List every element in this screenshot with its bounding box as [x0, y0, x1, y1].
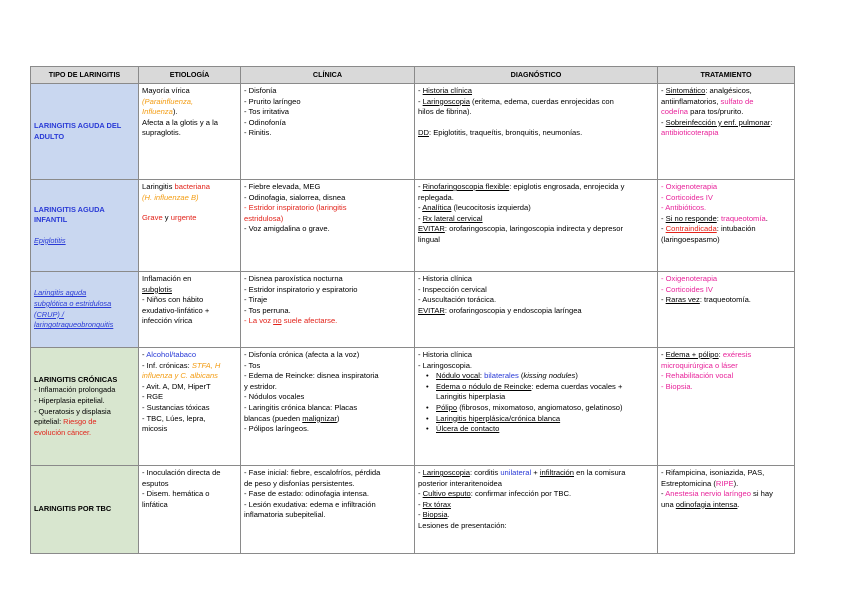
cell-line: micosis	[142, 424, 168, 434]
cell-line	[418, 500, 654, 511]
cell-line: esputos	[142, 478, 169, 488]
cell-line	[661, 107, 791, 118]
text-run: Anestesia nervio laríngeo	[665, 489, 751, 499]
row-aguda-adulto	[31, 84, 795, 180]
text-run: kissing nodules	[523, 371, 576, 381]
text-run: -	[418, 468, 423, 477]
type-cell	[31, 348, 139, 466]
text-run: exéresis	[722, 350, 752, 359]
text-run: -	[661, 489, 666, 499]
text-run: Edema o nódulo de Reincke	[436, 381, 532, 391]
text-run: Pólipo	[436, 402, 458, 412]
text-run: Rx lateral cervical	[422, 213, 483, 223]
cell-line: - Rinitis.	[244, 128, 272, 138]
text-run: Estreptomicina (	[661, 478, 716, 488]
cell-line	[142, 107, 237, 118]
cell-line: - Historia clínica	[418, 350, 473, 359]
header-etiologia: ETIOLOGÍA	[139, 67, 241, 84]
text-run: EVITAR	[418, 305, 445, 315]
cell-line: una odinofagia intensa.	[661, 499, 740, 509]
cell-line: supraglotis.	[142, 128, 181, 138]
cell-line: subglotis	[142, 284, 172, 294]
cell-line	[142, 361, 237, 372]
cell-line: microquirúrgica o láser	[661, 360, 738, 370]
type-cell	[31, 272, 139, 348]
text-run: ).	[733, 478, 739, 488]
type-label: LARINGITIS CRÓNICAS	[34, 374, 118, 384]
cell-line: - Inspección cervical	[418, 284, 487, 294]
text-run: Alcohol/tabaco	[146, 350, 197, 359]
text-run: blancas (pueden	[244, 413, 303, 423]
cell-line	[142, 350, 237, 361]
cell-line: - TBC, Lúes, lepra,	[142, 413, 206, 423]
text-run: -	[661, 350, 666, 359]
cell-line: - Tos perruna.	[244, 305, 291, 315]
text-run: traqueotomía	[720, 213, 766, 223]
text-run: STFA, H	[191, 360, 221, 370]
text-run: Grave	[142, 213, 163, 223]
cell-line: (H. influenzae B)	[142, 192, 199, 202]
text-run: Sobreinfección y enf. pulmonar	[665, 117, 771, 127]
clinica-cell	[241, 348, 415, 466]
cell-line	[142, 182, 237, 193]
text-run: urgente	[170, 213, 197, 223]
text-run: ).	[172, 107, 178, 117]
text-run: -	[142, 350, 147, 359]
type-label: Laringitis aguda	[34, 288, 87, 298]
list-item	[418, 382, 654, 393]
cell-line: - Tiraje	[244, 295, 268, 305]
type-cell	[31, 466, 139, 554]
text-run: una	[661, 499, 676, 509]
cell-line: - Odinofonía	[244, 117, 286, 127]
header-tratamiento: TRATAMIENTO	[658, 67, 795, 84]
text-run: -	[661, 224, 666, 234]
text-run: :	[716, 213, 721, 223]
cell-line: - Hiperplasia epitelial.	[34, 395, 105, 405]
text-run: RIPE	[715, 478, 734, 488]
text-run: : orofaringoscopia, laringoscopia indirecta y depresor	[444, 224, 624, 234]
text-run: : Epiglotitis, traqueítis, bronquitis, neumonías.	[428, 127, 583, 137]
cell-line: - Biopsia.	[661, 381, 693, 391]
row-cronicas	[31, 348, 795, 466]
cell-line: - Sustancias tóxicas	[142, 402, 210, 412]
cell-line: - Tos	[244, 360, 261, 370]
text-run: : corditis	[469, 468, 501, 477]
tratamiento-cell	[658, 84, 795, 180]
cell-line: - Queratosis y displasia	[34, 406, 111, 416]
cell-line: y estridor.	[244, 381, 277, 391]
cell-line: - Estridor inspiratorio y espiratorio	[244, 284, 358, 294]
type-cell	[31, 180, 139, 272]
etiologia-cell	[139, 348, 241, 466]
text-run: : intubación	[716, 224, 756, 234]
cell-line: antibioticoterapia	[661, 128, 719, 138]
text-run: en la comisura	[574, 468, 626, 477]
cell-line	[661, 350, 791, 361]
clinica-cell	[241, 466, 415, 554]
cell-line: (laringoespasmo)	[661, 234, 720, 244]
clinica-cell	[241, 272, 415, 348]
etiologia-cell	[139, 84, 241, 180]
type-label: LARINGITIS AGUDA	[34, 204, 105, 214]
cell-line: - Voz amigdalina o grave.	[244, 224, 330, 234]
laryngitis-table	[30, 66, 795, 554]
etiologia-cell	[139, 466, 241, 554]
diagnostico-cell	[415, 272, 658, 348]
cell-line: - Tos irritativa	[244, 107, 290, 117]
cell-line: replegada.	[418, 192, 454, 202]
text-run: -	[661, 117, 666, 127]
diagnostico-cell	[415, 348, 658, 466]
text-run: +	[531, 468, 540, 477]
text-run: Biopsia	[422, 510, 448, 520]
text-run: -	[418, 499, 423, 509]
cell-line: - Oxigenoterapia	[661, 274, 718, 283]
text-run: malignizar	[302, 413, 337, 423]
type-cell	[31, 84, 139, 180]
text-run: Raras vez	[665, 295, 700, 305]
list-item	[418, 371, 654, 382]
text-run: Rinofaringoscopia flexible	[422, 182, 510, 191]
text-run: unilateral	[500, 468, 532, 477]
text-run: Laringitis	[142, 182, 175, 191]
cell-line: - Disem. hemática o	[142, 489, 210, 499]
type-label: INFANTIL	[34, 215, 68, 225]
cell-line: - Disnea paroxística nocturna	[244, 274, 343, 283]
cell-line: - Odinofagia, sialorrea, disnea	[244, 192, 346, 202]
cell-line: estridulosa)	[244, 213, 284, 223]
text-run: : edema cuerdas vocales +	[531, 381, 623, 391]
cell-line	[418, 86, 654, 97]
text-run: Edema + pólipo	[665, 350, 719, 359]
header-row	[31, 67, 795, 84]
spacer	[34, 226, 135, 236]
cell-line: - Pólipos laríngeos.	[244, 424, 310, 434]
text-run: epitelial:	[34, 417, 64, 427]
cell-line: inflamatoria subepitelial.	[244, 510, 326, 520]
cell-line	[661, 489, 791, 500]
header-diagnostico: DIAGNÓSTICO	[415, 67, 658, 84]
cell-line	[34, 417, 135, 428]
row-crup	[31, 272, 795, 348]
cell-line: - Nódulos vocales	[244, 392, 305, 402]
text-run: Historia clínica	[422, 86, 473, 95]
text-run: Cultivo esputo	[422, 489, 471, 499]
type-label: laringotraqueobronquitis	[34, 320, 114, 330]
text-run: Rx tórax	[422, 499, 451, 509]
cell-line: - Biopsia.	[418, 510, 450, 520]
text-run: Influenza	[142, 107, 173, 117]
text-run: infiltración	[539, 468, 574, 477]
tratamiento-cell	[658, 348, 795, 466]
header-tipo: TIPO DE LARINGITIS	[31, 67, 139, 84]
cell-line: - Estridor inspiratorio (laringitis	[244, 203, 347, 213]
cell-line	[661, 97, 791, 108]
diagnostico-cell	[415, 84, 658, 180]
text-run: Laringoscopia	[422, 96, 470, 106]
text-run: antiinflamatorios,	[661, 96, 721, 106]
text-run: : orofaringoscopia y endoscopia laríngea	[444, 305, 582, 315]
cell-line	[244, 316, 411, 327]
cell-line: - Disfonía crónica (afecta a la voz)	[244, 350, 360, 359]
tratamiento-cell	[658, 272, 795, 348]
cell-line: influenza y C. albicans	[142, 371, 218, 381]
text-run: y	[162, 213, 171, 223]
text-run: -	[661, 86, 666, 95]
text-run: odinofagia intensa	[675, 499, 738, 509]
cell-line: - Rehabilitación vocal	[661, 371, 734, 381]
cell-line: - Fase de estado: odinofagia intensa.	[244, 489, 369, 499]
cell-line: infección vírica	[142, 316, 193, 326]
diagnostico-cell	[415, 180, 658, 272]
text-run: : traqueotomía.	[699, 295, 751, 305]
text-run: (leucocitosis izquierda)	[451, 203, 531, 213]
clinica-cell	[241, 180, 415, 272]
cell-line: Afecta a la glotis y a la	[142, 117, 218, 127]
text-run: EVITAR	[418, 224, 445, 234]
cell-line: hilos de fibrina).	[418, 107, 472, 117]
cell-line: - Edema de Reincke: disnea inspiratoria	[244, 371, 379, 381]
cell-line: Inflamación en	[142, 274, 192, 283]
spacer	[142, 203, 237, 213]
cell-line	[418, 489, 654, 500]
cell-line: evolución cáncer.	[34, 427, 92, 437]
cell-line: - Fiebre elevada, MEG	[244, 182, 321, 191]
cell-line: linfática	[142, 499, 168, 509]
cell-line	[418, 203, 654, 214]
cell-line: - Rifampicina, isoniazida, PAS,	[661, 468, 765, 477]
text-run: suele afectarse.	[281, 316, 338, 326]
type-label: ADULTO	[34, 131, 65, 141]
text-run: (	[518, 371, 524, 381]
cell-line: - Lesión exudativa: edema e infiltración	[244, 499, 376, 509]
type-label: (CRUP) /	[34, 309, 64, 319]
text-run: -	[418, 510, 423, 520]
text-run: Laringoscopia	[422, 468, 470, 477]
text-run: bilaterales	[484, 371, 519, 381]
cell-line: - Oxigenoterapia	[661, 182, 718, 191]
list-item: • Úlcera de contacto	[418, 424, 654, 435]
text-run: Si no responde	[665, 213, 717, 223]
text-run: -	[661, 295, 666, 305]
cell-line: - Fase inicial: fiebre, escalofríos, pérdida	[244, 468, 381, 477]
cell-line: - Niños con hábito	[142, 295, 204, 305]
cell-line	[661, 224, 791, 235]
cell-line	[418, 128, 654, 139]
cell-line: Mayoría vírica	[142, 86, 190, 95]
text-run: Nódulo vocal	[436, 371, 480, 381]
cell-line	[418, 306, 654, 317]
text-run: :	[718, 350, 723, 359]
cell-line	[418, 214, 654, 225]
cell-line: Laringitis hiperplasia	[436, 392, 506, 402]
text-run: : epiglotis engrosada, enrojecida y	[509, 182, 625, 191]
cell-line	[244, 414, 411, 425]
cell-line: - Historia clínica	[418, 274, 473, 283]
cell-line: exudativo-linfático +	[142, 305, 210, 315]
text-run: sulfato de	[720, 96, 754, 106]
etiologia-cell	[139, 180, 241, 272]
type-sublabel: Epiglotitis	[34, 235, 66, 245]
tratamiento-cell	[658, 466, 795, 554]
text-run: -	[418, 489, 423, 499]
text-run: -	[418, 96, 423, 106]
cell-line: - Laringoscopia.	[418, 360, 473, 370]
cell-line: - Antibióticos.	[661, 203, 707, 213]
tratamiento-cell	[658, 180, 795, 272]
type-label: LARINGITIS AGUDA DEL	[34, 120, 122, 130]
text-run: bacteriana	[174, 182, 210, 191]
cell-line: (Parainfluenza,	[142, 96, 194, 106]
text-run: codeína	[661, 107, 689, 117]
cell-line: - Si no responde: traqueotomía.	[661, 213, 768, 223]
text-run: : confirmar infección por TBC.	[470, 489, 572, 499]
text-run: : analgésicos,	[705, 86, 752, 95]
cell-line: Lesiones de presentación:	[418, 520, 507, 530]
diagnostico-cell	[415, 466, 658, 554]
text-run: para tos/prurito.	[688, 107, 744, 117]
cell-line	[418, 224, 654, 235]
text-run: si hay	[750, 489, 773, 499]
text-run: -	[418, 213, 423, 223]
cell-line: - Disfonía	[244, 86, 277, 95]
text-run: no	[273, 316, 282, 326]
etiologia-cell	[139, 272, 241, 348]
cell-line	[661, 86, 791, 97]
text-run: -	[661, 213, 666, 223]
text-run: (fibrosos, mixomatoso, angiomatoso, gelatinoso)	[457, 402, 623, 412]
cell-line: - RGE	[142, 392, 164, 402]
cell-line: - Laringitis crónica blanca: Placas	[244, 402, 358, 412]
text-run: -	[418, 86, 423, 95]
text-run: (eritema, edema, cuerdas enrojecidas con	[469, 96, 614, 106]
cell-line: - Auscultación torácica.	[418, 295, 497, 305]
clinica-cell	[241, 84, 415, 180]
cell-line	[661, 295, 791, 306]
type-label: subglótica o estridulosa	[34, 298, 112, 308]
cell-line: - Avit. A, DM, HiperT	[142, 381, 211, 391]
cell-line: - Corticoides IV	[661, 192, 713, 202]
row-tbc	[31, 466, 795, 554]
text-run: -	[418, 182, 423, 191]
cell-line: de peso y disfonías persistentes.	[244, 478, 355, 488]
text-run: -	[418, 203, 423, 213]
text-run: )	[336, 413, 340, 423]
cell-line	[418, 97, 654, 108]
cell-line	[661, 479, 791, 490]
spacer	[418, 118, 654, 128]
cell-line: - Sobreinfección y enf. pulmonar:	[661, 117, 773, 127]
text-run: DD	[418, 127, 429, 137]
text-run: Analítica	[422, 203, 452, 213]
cell-line: lingual	[418, 234, 440, 244]
cell-line: - Inoculación directa de	[142, 468, 221, 477]
text-run: Sintomático	[665, 86, 706, 95]
text-run: - Inf. crónicas:	[142, 360, 192, 370]
text-run: )	[575, 371, 578, 381]
row-aguda-infantil	[31, 180, 795, 272]
text-run: Riesgo de	[63, 417, 97, 427]
cell-line	[418, 182, 654, 193]
cell-line: - Corticoides IV	[661, 284, 713, 294]
text-run: - La voz	[244, 316, 274, 326]
cell-line	[142, 213, 237, 224]
list-item	[418, 403, 654, 414]
list-item: • Laringitis hiperplásica/crónica blanca	[418, 414, 654, 425]
header-clinica: CLÍNICA	[241, 67, 415, 84]
text-run: Contraindicada	[665, 224, 717, 234]
cell-line: - Inflamación prolongada	[34, 385, 116, 395]
type-label: LARINGITIS POR TBC	[34, 504, 112, 514]
text-run: :	[479, 371, 485, 381]
cell-line	[418, 468, 654, 479]
cell-line: - Prurito laríngeo	[244, 96, 301, 106]
cell-line: posterior interaritenoidea	[418, 478, 503, 488]
